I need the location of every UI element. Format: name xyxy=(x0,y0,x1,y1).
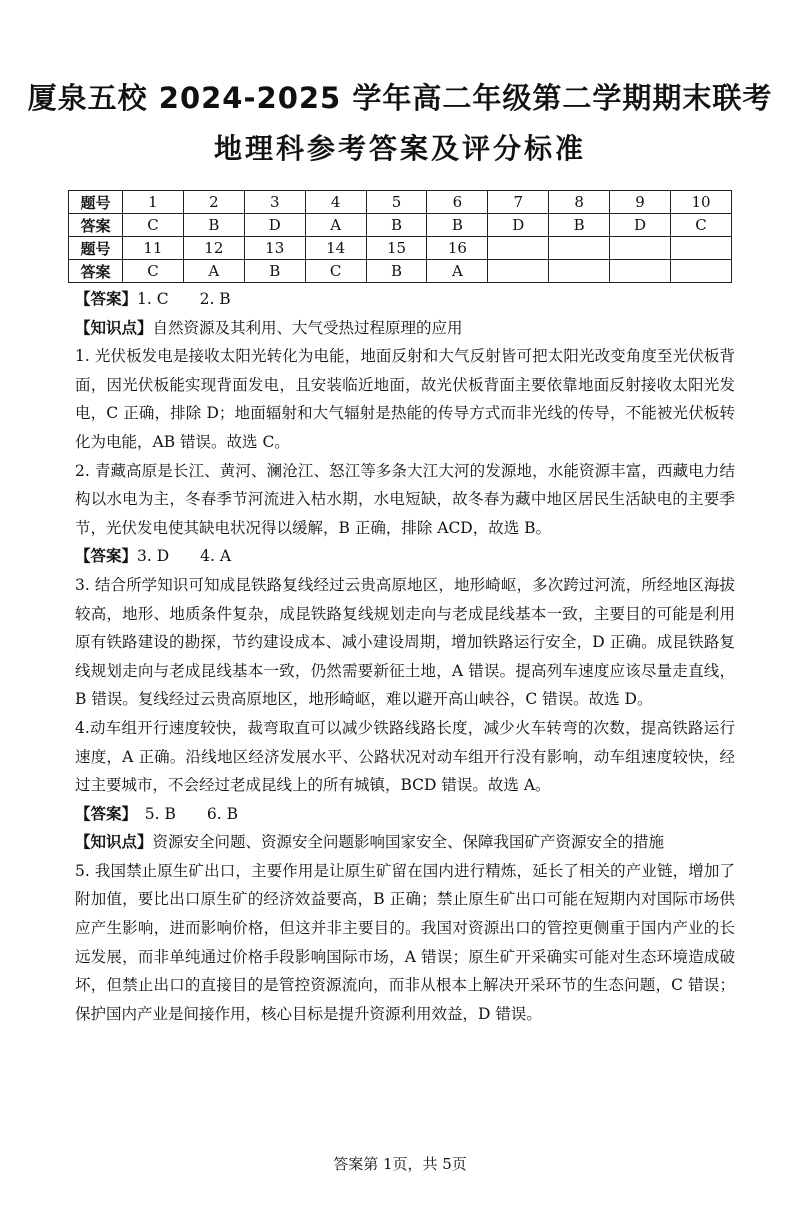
answer-cell: B xyxy=(427,214,488,237)
question-number-cell: 2 xyxy=(183,191,244,214)
question-number-cell: 3 xyxy=(244,191,305,214)
table-row xyxy=(69,237,732,260)
answer-cell: A xyxy=(305,214,366,237)
explanation-paragraph: 5. 我国禁止原生矿出口，主要作用是让原生矿留在国内进行精炼，延长了相关的产业链，增加了附加值，要比出口原生矿的经济效益要高，B 正确；禁止原生矿出口可能在短期内对国际市场供应产生影响，进而影响价格，但这并非主要目的。我国对资源出口的管控更侧重于国内产业的长远发展，而非单纯通过价格手段影响国际市场，A 错误；原生矿开采确实可能对生态环境造成破坏，但禁止出口的直接目的是管控资源流向，而非从根本上解决开采环节的生态问题，C 错误；保护国内产业是间接作用，核心目标是提升资源利用效益，D 错误。 xyxy=(75,861,735,1023)
answer-tag: 【答案】 xyxy=(75,804,130,823)
question-number-cell: 1 xyxy=(123,191,184,214)
answer-cell: A xyxy=(183,260,244,283)
question-number-cell: 14 xyxy=(305,237,366,260)
answer-cell: C xyxy=(123,214,184,237)
answer-line xyxy=(75,800,735,829)
answer-line xyxy=(75,285,735,314)
answer-cell: D xyxy=(610,214,671,237)
question-number-cell: 12 xyxy=(183,237,244,260)
explanation-paragraph: 4.动车组开行速度较快，裁弯取直可以减少铁路线路长度，减少火车转弯的次数，提高铁路运行速度，A 正确。沿线地区经济发展水平、公路状况对动车组开行没有影响，动车组速度较快，经过主要城市，不会经过老成昆线上的所有城镇，BCD 错误。故选 A。 xyxy=(75,718,735,795)
answer-line xyxy=(75,542,735,571)
answer-cell: A xyxy=(427,260,488,283)
answer-text: 3. D 4. A xyxy=(137,547,232,566)
answer-cell: D xyxy=(244,214,305,237)
knowledge-point-text: 自然资源及其利用、大气受热过程原理的应用 xyxy=(152,318,463,337)
question-number-cell: 5 xyxy=(366,191,427,214)
page-footer: 答案第 1页，共 5页 xyxy=(333,1155,467,1173)
question-number-cell xyxy=(610,237,671,260)
knowledge-point-tag: 【知识点】 xyxy=(75,318,153,337)
question-number-cell: 4 xyxy=(305,191,366,214)
answer-text: 5. B 6. B xyxy=(129,804,238,823)
question-number-cell: 16 xyxy=(427,237,488,260)
explanation-paragraph: 1. 光伏板发电是接收太阳光转化为电能，地面反射和大气反射皆可把太阳光改变角度至光伏板背面，因光伏板能实现背面发电，且安装临近地面，故光伏板背面主要依靠地面反射接收太阳光发电，C 正确，排除 D；地面辐射和大气辐射是热能的传导方式而非光线的传导，不能被光伏板转化为电能，AB 错误。故选 C。 xyxy=(75,347,735,451)
knowledge-point-tag: 【知识点】 xyxy=(75,833,153,852)
answer-label: 答案 xyxy=(69,260,123,283)
answer-cell xyxy=(671,260,732,283)
answer-cell: B xyxy=(366,214,427,237)
document-title: 厦泉五校 2024-2025 学年高二年级第二学期期末联考 xyxy=(27,81,773,115)
question-number-cell xyxy=(671,237,732,260)
answer-cell: C xyxy=(305,260,366,283)
knowledge-point-line xyxy=(75,314,735,343)
question-number-cell: 15 xyxy=(366,237,427,260)
question-number-cell: 10 xyxy=(671,191,732,214)
document-subtitle: 地理科参考答案及评分标准 xyxy=(213,132,586,165)
question-number-label: 题号 xyxy=(69,237,123,260)
answer-explanations xyxy=(75,285,735,1028)
question-number-cell: 13 xyxy=(244,237,305,260)
answer-tag: 【答案】 xyxy=(75,547,138,566)
answer-cell: B xyxy=(366,260,427,283)
question-number-cell xyxy=(549,237,610,260)
knowledge-point-line xyxy=(75,828,735,857)
answer-cell: B xyxy=(183,214,244,237)
question-number-cell: 11 xyxy=(123,237,184,260)
answer-cell: D xyxy=(488,214,549,237)
answer-cell: C xyxy=(671,214,732,237)
answer-tag: 【答案】 xyxy=(75,290,138,308)
answer-cell xyxy=(488,260,549,283)
question-number-cell xyxy=(488,237,549,260)
knowledge-point-text: 资源安全问题、资源安全问题影响国家安全、保障我国矿产资源安全的措施 xyxy=(152,833,665,852)
question-number-label: 题号 xyxy=(69,191,123,214)
answer-label: 答案 xyxy=(69,214,123,237)
explanation-paragraph: 3. 结合所学知识可知成昆铁路复线经过云贵高原地区，地形崎岖，多次跨过河流，所经地区海拔较高，地形、地质条件复杂，成昆铁路复线规划走向与老成昆线基本一致，主要目的可能是利用原有铁路建设的勘探，节约建设成本、减小建设周期，增加铁路运行安全，D 正确。成昆铁路复线规划走向与老成昆线基本一致，仍然需要新征土地，A 错误。提高列车速度应该尽量走直线，B 错误。复线经过云贵高原地区，地形崎岖，难以避开高山峡谷，C 错误。故选 D。 xyxy=(75,575,735,709)
answer-cell: B xyxy=(549,214,610,237)
question-number-cell: 6 xyxy=(427,191,488,214)
answer-text: 1. C 2. B xyxy=(137,290,231,308)
answer-cell xyxy=(610,260,671,283)
table-row xyxy=(69,191,732,214)
question-number-cell: 8 xyxy=(549,191,610,214)
answer-cell: C xyxy=(123,260,184,283)
explanation-paragraph: 2. 青藏高原是长江、黄河、澜沧江、怒江等多条大江大河的发源地，水能资源丰富，西藏电力结构以水电为主，冬春季节河流进入枯水期，水电短缺，故冬春为藏中地区居民生活缺电的主要季节，光伏发电使其缺电状况得以缓解，B 正确，排除 ACD，故选 B。 xyxy=(75,461,735,537)
question-number-cell: 9 xyxy=(610,191,671,214)
answer-cell: B xyxy=(244,260,305,283)
question-number-cell: 7 xyxy=(488,191,549,214)
table-row xyxy=(69,214,732,237)
answer-cell xyxy=(549,260,610,283)
answer-table xyxy=(68,190,732,283)
table-row xyxy=(69,260,732,283)
